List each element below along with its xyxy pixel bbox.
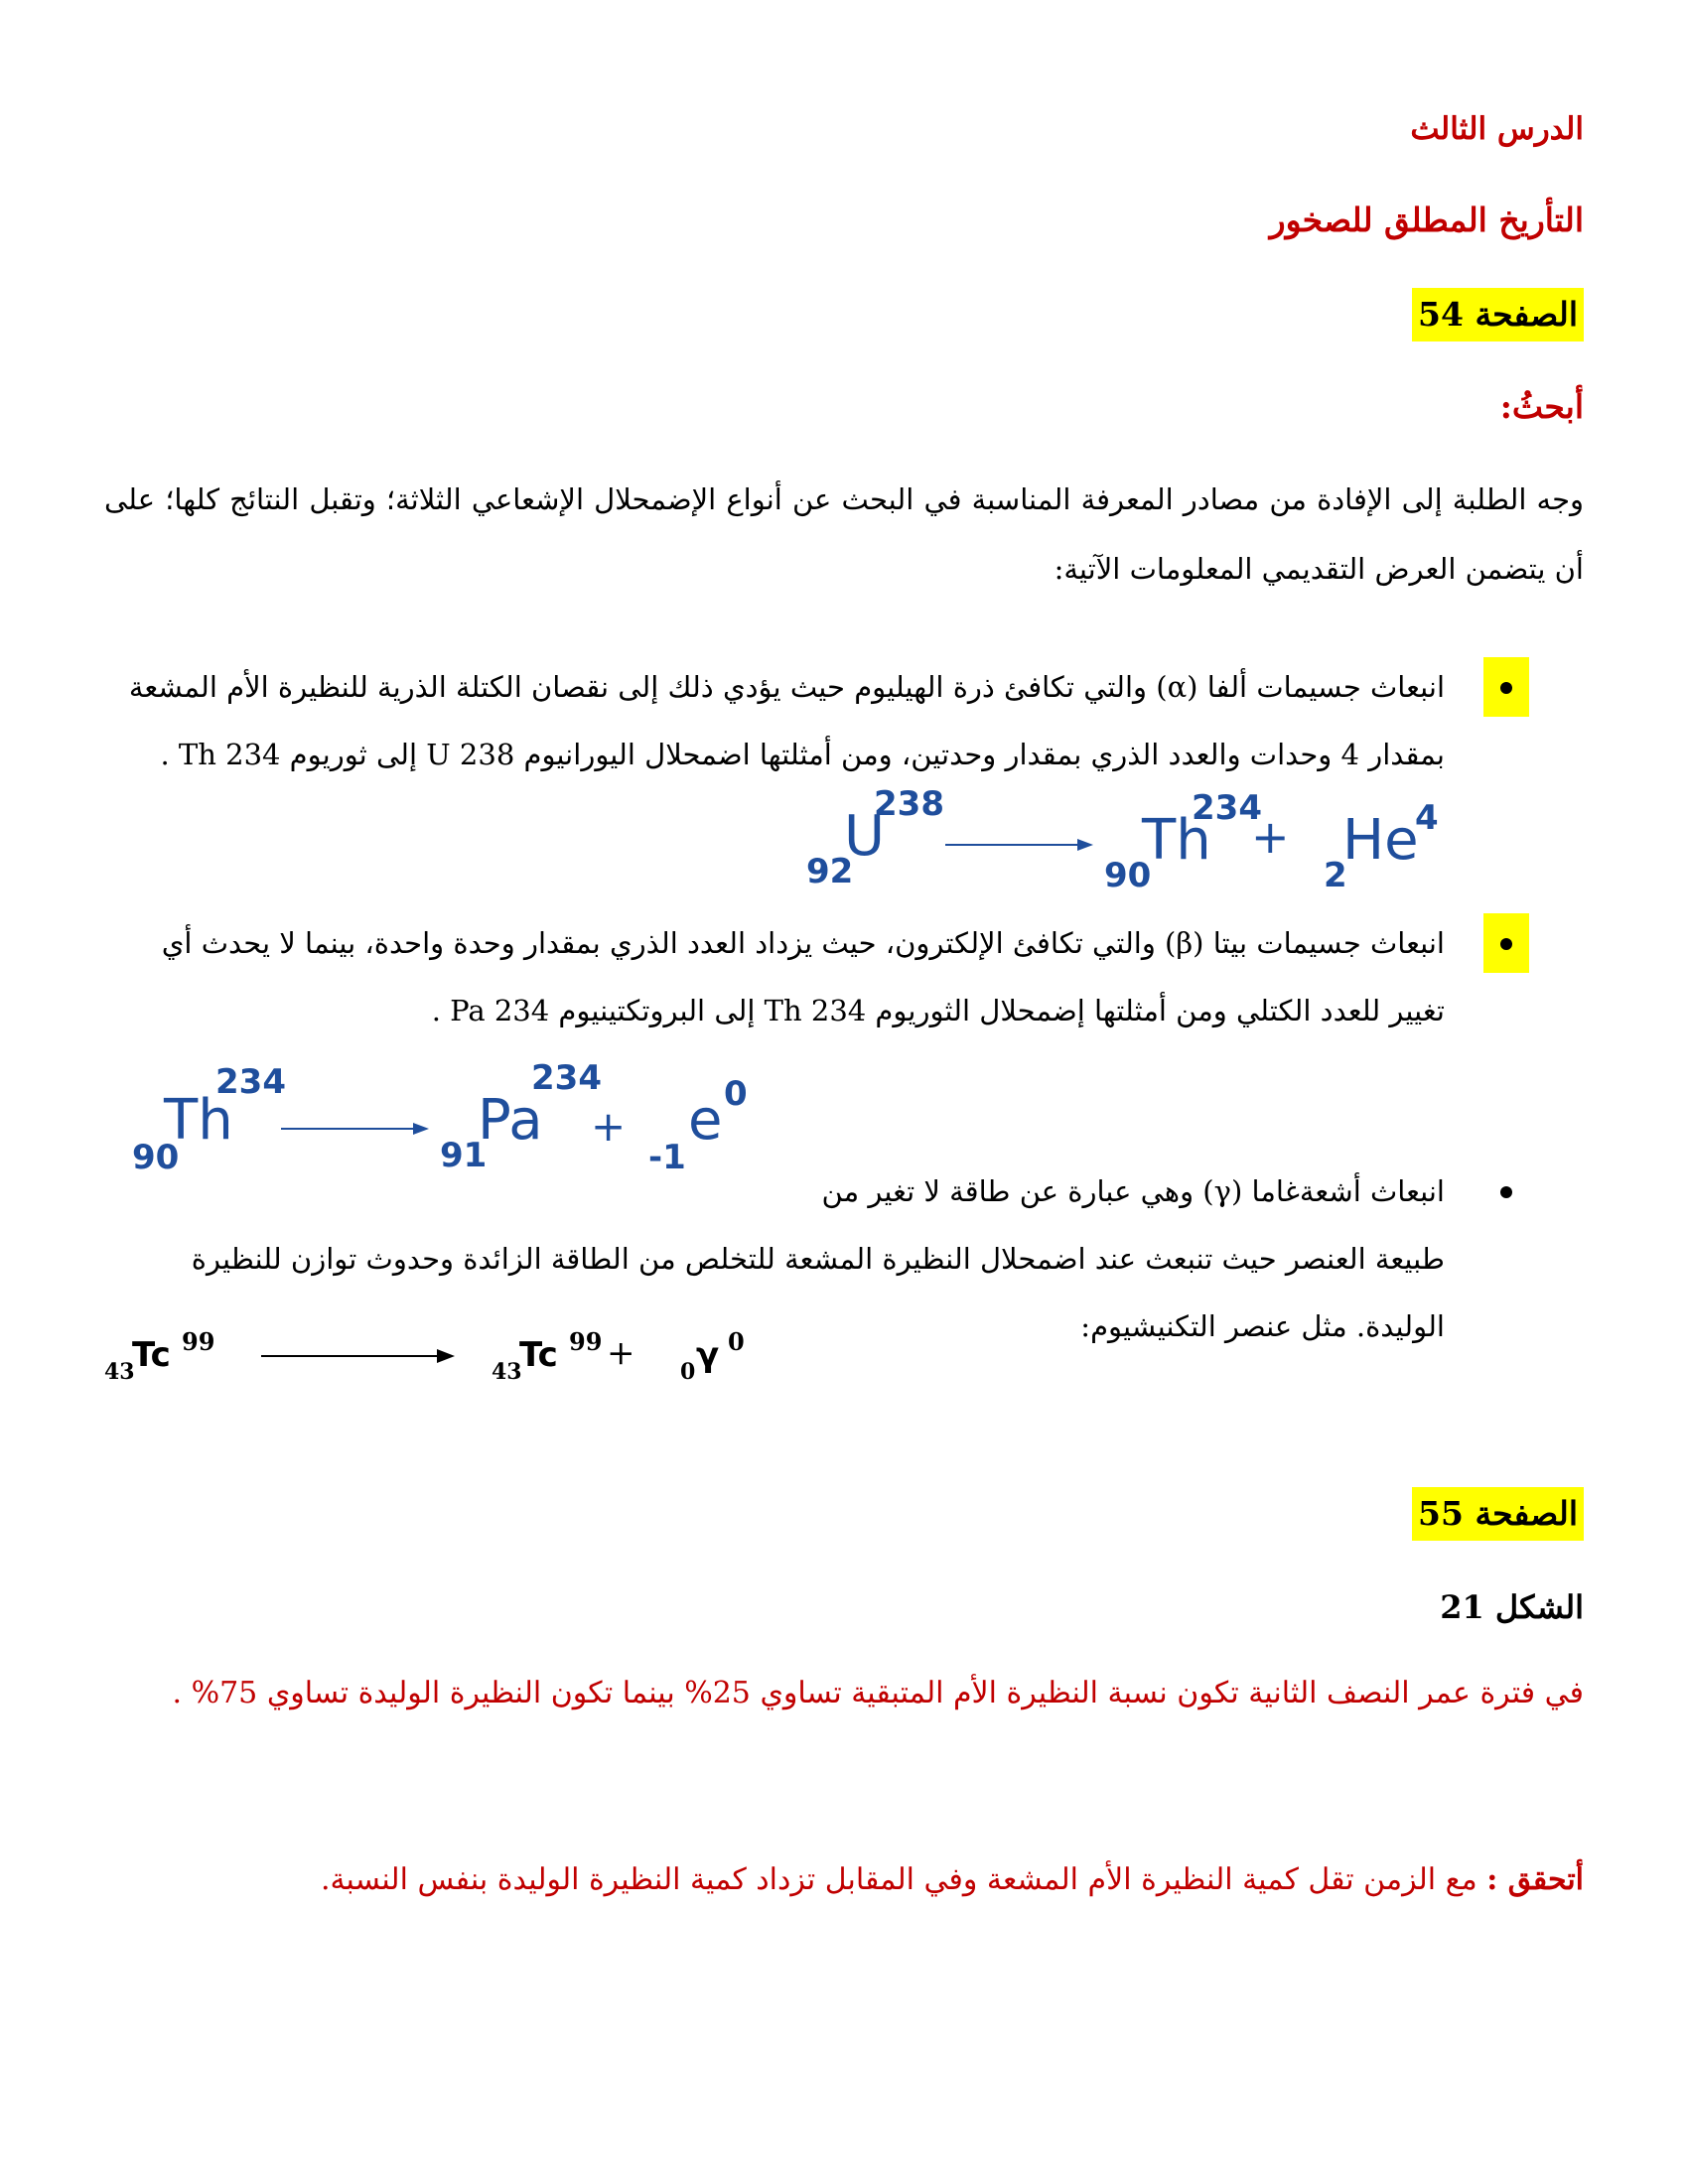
bullet-beta-line1: انبعاث جسيمات بيتا (β) والتي تكافئ الإلكترون، حيث يزداد العدد الذري بمقدار وحدة واحدة، بينما لا يحدث أي [161,926,1445,960]
gamma-product1-atomic: 43 [492,1359,522,1385]
gamma-reactant-mass: 99 [182,1327,215,1356]
gamma-product2-mass: 0 [728,1327,745,1356]
alpha-product2-mass: 4 [1415,798,1439,838]
alpha-product2-symbol: He [1342,808,1419,873]
lesson-title: الدرس الثالث [1410,111,1584,147]
alpha-reactant-atomic: 92 [806,852,854,891]
gamma-reactant-atomic: 43 [104,1359,135,1385]
bullet-alpha-line1: انبعاث جسيمات ألفا (α) والتي تكافئ ذرة الهيليوم حيث يؤدي ذلك إلى نقصان الكتلة الذرية للنظيرة الأم المشعة [128,670,1445,704]
gamma-product1-mass: 99 [569,1327,603,1356]
page-54-label: الصفحة 54 [1412,288,1584,341]
bullet-gamma-line2: طبيعة العنصر حيث تنبعث عند اضمحلال النظيرة المشعة للتخلص من الطاقة الزائدة وحدوث توازن للنظيرة [191,1242,1445,1276]
gamma-product1-symbol: Tc [519,1335,558,1375]
alpha-product1-atomic: 90 [1104,856,1152,895]
bullet-dot-gamma [1483,1161,1529,1221]
check-text: مع الزمن تقل كمية النظيرة الأم المشعة وفي المقابل تزداد كمية النظيرة الوليدة بنفس النسبة. [320,1862,1477,1897]
gamma-product2-symbol: γ [696,1335,720,1375]
beta-arrow-head [413,1123,429,1135]
beta-product1-atomic: 91 [440,1136,488,1175]
bullet-dot-beta [1483,913,1529,973]
beta-product2-atomic: -1 [648,1138,686,1177]
beta-reactant-atomic: 90 [132,1138,180,1177]
alpha-product1-symbol: Th [1142,808,1211,873]
topic-title: التأريخ المطلق للصخور [1269,201,1584,239]
bullet-gamma-line1: انبعاث أشعةغاما (γ) وهي عبارة عن طاقة لا تغير من [821,1174,1445,1208]
beta-product1-mass: 234 [531,1058,602,1098]
figure-label: الشكل 21 [1440,1588,1584,1626]
bullet-alpha-line2: بمقدار 4 وحدات والعدد الذري بمقدار وحدتين، ومن أمثلتها اضمحلال اليورانيوم U 238 إلى ثوريوم Th 234 . [160,738,1445,771]
alpha-product2-atomic: 2 [1324,856,1347,895]
beta-product2-symbol: e [688,1088,723,1153]
alpha-reactant-mass: 238 [874,784,944,824]
gamma-arrow [261,1355,440,1357]
beta-product1-symbol: Pa [478,1088,543,1153]
beta-product2-mass: 0 [724,1074,748,1114]
bullet-beta [94,909,1445,1044]
alpha-plus: + [1251,810,1290,864]
gamma-plus: + [607,1333,635,1373]
check-section [321,1862,1584,1897]
beta-arrow [281,1128,415,1130]
beta-decay-equation [124,1052,760,1177]
alpha-product1-mass: 234 [1192,788,1262,828]
bullet-beta-line2: تغيير للعدد الكتلي ومن أمثلتها إضمحلال الثوريوم Th 234 إلى البروتكتينيوم Pa 234 . [431,994,1445,1027]
beta-plus: + [591,1102,627,1151]
beta-reactant-mass: 234 [215,1062,286,1102]
alpha-decay-equation [794,784,1450,903]
alpha-arrow [945,844,1079,846]
page-55-label: الصفحة 55 [1412,1487,1584,1541]
bullet-gamma-line3: الوليدة. مثل عنصر التكنيشيوم: [1080,1309,1445,1343]
intro-paragraph: وجه الطلبة إلى الإفادة من مصادر المعرفة المناسبة في البحث عن أنواع الإضمحلال الإشعاعي الثلاثة؛ وتقبل النتائج كلها؛ على أن يتضمن العرض التقديمي المعلومات الآتية: [104,482,1584,586]
gamma-arrow-head [437,1349,455,1363]
check-label: أتحقق : [1486,1862,1584,1897]
half-life-statement: في فترة عمر النصف الثانية تكون نسبة النظيرة الأم المتبقية تساوي 25% بينما تكون النظيرة الوليدة تساوي 75% . [172,1676,1584,1710]
search-heading: أبحثُ: [1499,387,1584,426]
gamma-reactant-symbol: Tc [132,1335,171,1375]
alpha-reactant-symbol: U [844,804,885,869]
gamma-decay-equation [104,1315,760,1395]
gamma-product2-atomic: 0 [680,1359,696,1385]
alpha-arrow-head [1077,839,1093,851]
beta-reactant-symbol: Th [164,1088,233,1153]
bullet-dot-alpha [1483,657,1529,717]
bullet-alpha [94,653,1445,788]
